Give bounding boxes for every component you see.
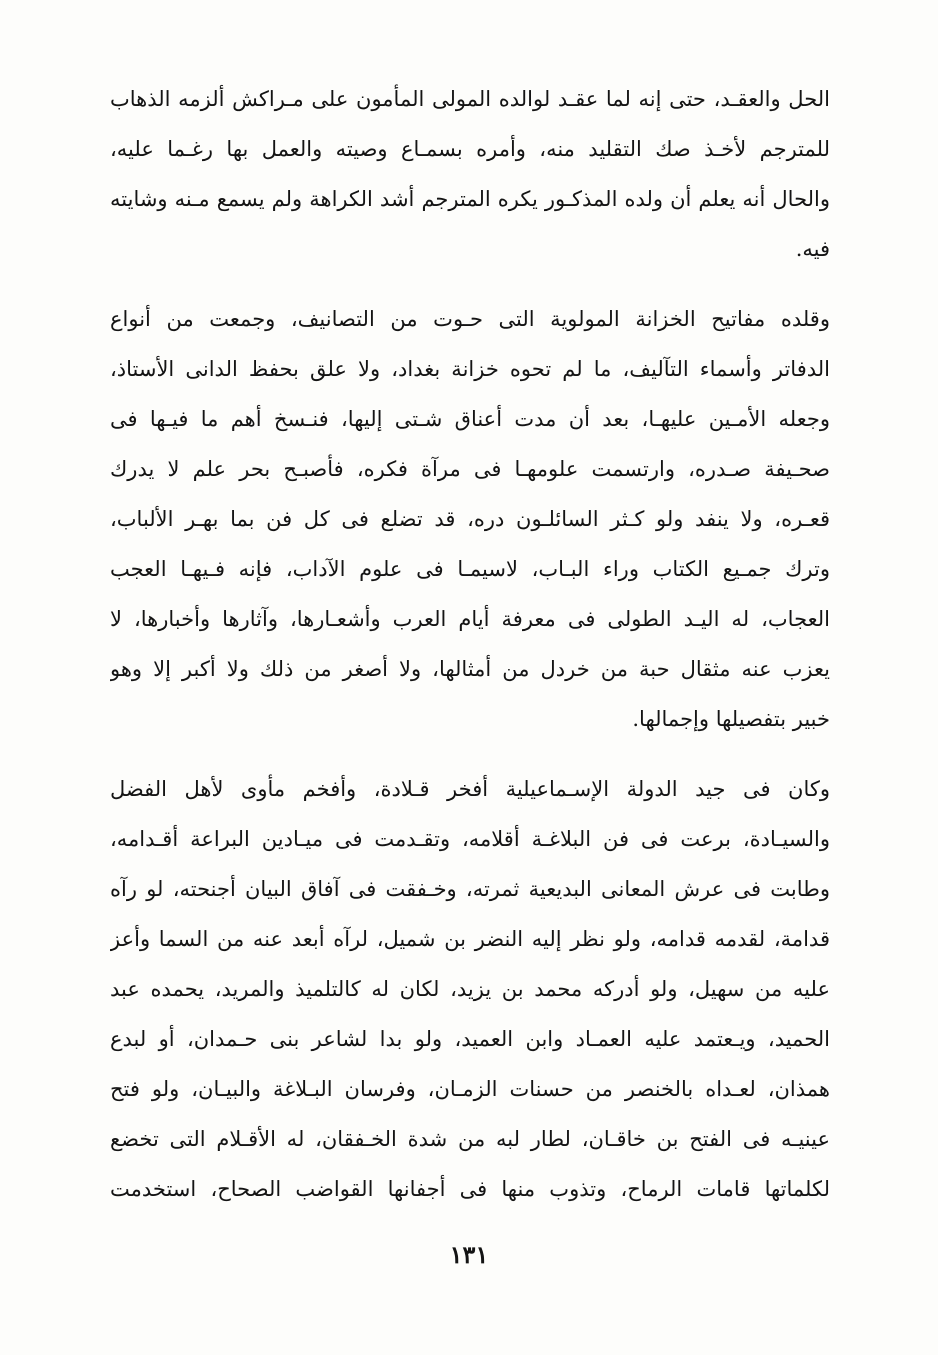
- paragraph-3: [110, 764, 830, 1214]
- text-line: والسيـادة، برعت فى فن البلاغـة أقلامه، وتقـدمت فى ميـادين البراعة أقـدامه،: [110, 827, 830, 851]
- text-line: وجعله الأمـين عليهـا، بعد أن مدت أعناق شـتى إليها، فنـسخ أهم ما فيـها فى: [110, 407, 830, 431]
- text-line: صحـيفة صـدره، وارتسمت علومهـا فى مرآة فكره، فأصبـح بحر علم لا يدرك: [110, 457, 830, 481]
- text-line: خبير بتفصيلها وإجمالها.: [632, 707, 830, 731]
- text-line: عينيـه فى الفتح بن خاقـان، لطار لبه من شدة الخـفقان، له الأقـلام التى تخضع: [110, 1127, 830, 1151]
- text-line: الحل والعقـد، حتى إنه لما عقـد لوالده المولى المأمون على مـراكش ألزمه الذهاب: [110, 87, 830, 111]
- text-line: للمترجم لأخـذ صك التقليد منه، وأمره بسمـاع وصيته والعمل بها رغـما عليه،: [110, 137, 830, 161]
- page-number: ١٣١: [449, 1240, 489, 1269]
- text-line: وترك جمـيع الكتاب وراء البـاب، لاسيمـا فى علوم الآداب، فإنه فـيهـا العجب: [110, 557, 830, 581]
- paragraph-2: [110, 294, 830, 744]
- text-line: قعـره، ولا ينفد ولو كـثر السائلـون دره، قد تضلع فى كل فن بما بهـر الألباب،: [110, 507, 830, 531]
- text-line: فيه.: [795, 237, 830, 261]
- text-line: الدفاتر وأسماء التآليف، ما لم تحوه خزانة بغداد، ولا علق بحفظ الدانى الأستاذ،: [110, 357, 830, 381]
- text-line: عليه من سهيل، ولو أدركه محمد بن يزيد، لكان له كالتلميذ والمريد، يحمده عبد: [110, 977, 830, 1001]
- text-line: العجاب، له اليـد الطولى فى معرفة أيام العرب وأشعـارها، وآثارها وأخبارها، لا: [110, 607, 830, 631]
- text-line: همذان، لعـداه بالخنصر من حسنات الزمـان، وفرسان البـلاغة والبيـان، ولو فتح: [110, 1077, 830, 1101]
- paragraph-1: [110, 74, 830, 274]
- text-line: وطابت فى عرش المعانى البديعية ثمرته، وخـفقت فى آفاق البيان أجنحته، لو رآه: [110, 877, 830, 901]
- text-line: قدامة، لقدمه قدامه، ولو نظر إليه النضر بن شميل، لرآه أبعد عنه من السما وأعز: [110, 927, 830, 951]
- text-line: وكان فى جيد الدولة الإسـماعيلية أفخر قـلادة، وأفخم مأوى لأهل الفضل: [110, 777, 830, 801]
- text-line: لكلماتها قامات الرماح، وتذوب منها فى أجفانها القواضب الصحاح، استخدمت: [110, 1177, 830, 1201]
- text-line: يعزب عنه مثقال حبة من خردل من أمثالها، ولا أصغر من ذلك ولا أكبر إلا وهو: [110, 657, 830, 681]
- text-line: وقلده مفاتيح الخزانة المولوية التى حـوت من التصانيف، وجمعت من أنواع: [110, 307, 830, 331]
- page-body: [110, 74, 830, 1214]
- text-line: والحال أنه يعلم أن ولده المذكـور يكره المترجم أشد الكراهة ولم يسمع مـنه وشايته: [110, 187, 830, 211]
- text-line: الحميد، ويـعتمد عليه العمـاد وابن العميد، ولو بدا لشاعر بنى حـمدان، أو لبدع: [110, 1027, 830, 1051]
